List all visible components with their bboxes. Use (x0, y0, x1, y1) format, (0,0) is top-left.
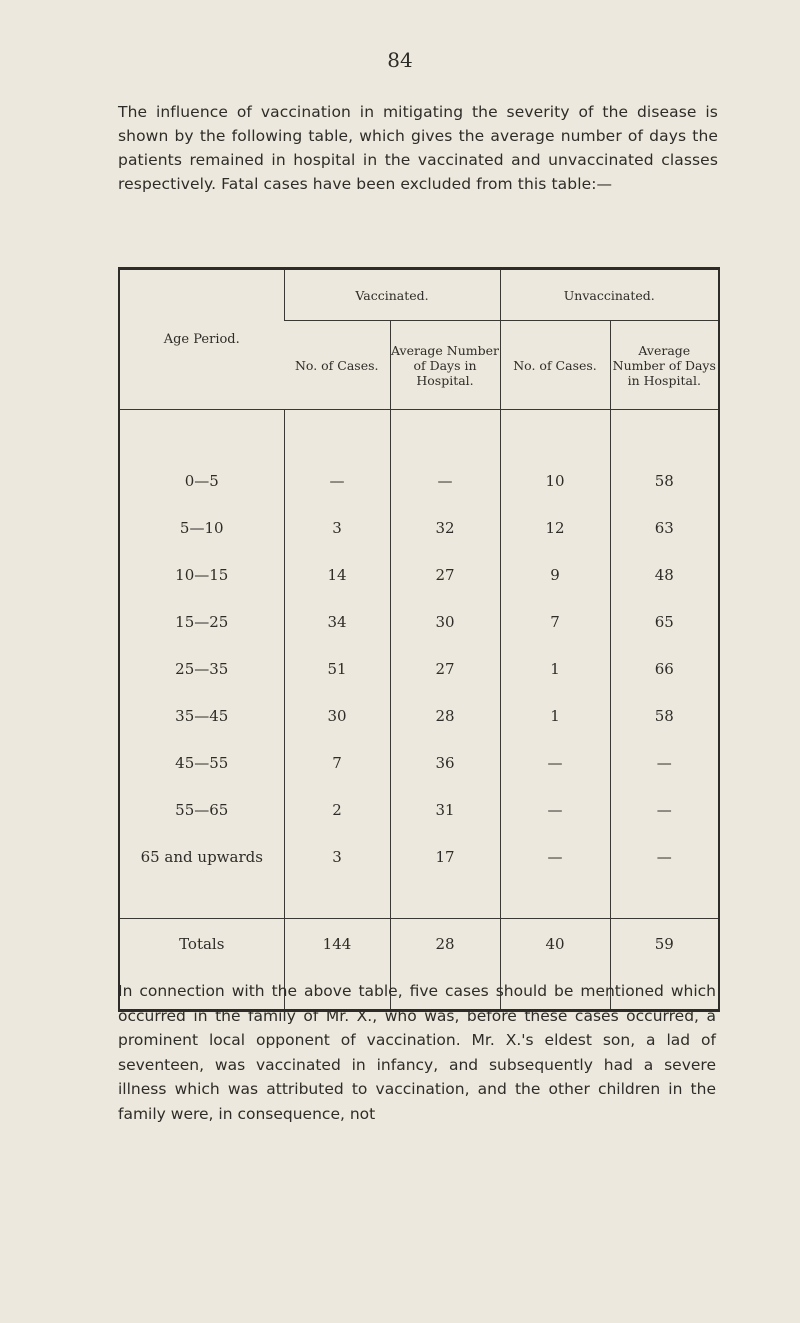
vacc-days-cell: — (390, 457, 500, 504)
unvacc-cases-cell: 10 (500, 457, 610, 504)
intro-paragraph: The influence of vaccination in mitigating the severity of the disease is shown by the following table, which gives the average number of days the patients remained in hospital in the vaccinated and unvaccinated classes respectively. Fatal cases have been excluded from this table:— (118, 103, 718, 193)
age-period-cell: 55—65 (175, 800, 229, 819)
age-period-cell: 10—15 (175, 565, 229, 584)
vacc-days-cell: 17 (390, 833, 500, 880)
table-row (119, 551, 719, 598)
vacc-days-cell: 27 (390, 551, 500, 598)
vacc-cases-cell: 30 (284, 692, 390, 739)
unvacc-cases-cell: 1 (500, 645, 610, 692)
table-row (119, 739, 719, 786)
age-period-header: Age Period. (163, 332, 240, 347)
age-period-cell: 45—55 (175, 753, 229, 772)
age-period-cell: 25—35 (175, 659, 229, 678)
unvacc-days-cell: 58 (610, 457, 719, 504)
totals-vacc-days: 28 (390, 919, 500, 970)
hospital-stay-table (118, 267, 720, 1012)
totals-unvacc-cases: 40 (500, 919, 610, 970)
vacc-cases-cell: 2 (284, 786, 390, 833)
totals-vacc-cases: 144 (284, 919, 390, 970)
vacc-cases-cell: 7 (284, 739, 390, 786)
table-row (119, 833, 719, 880)
table-row (119, 457, 719, 504)
vacc-days-cell: 28 (390, 692, 500, 739)
vacc-days-cell: 27 (390, 645, 500, 692)
unvacc-days-cell: — (610, 833, 719, 880)
unvacc-days-header: Average Number of Days in Hospital. (610, 321, 719, 410)
unvacc-days-cell: 58 (610, 692, 719, 739)
vacc-days-cell: 36 (390, 739, 500, 786)
table-row (119, 598, 719, 645)
totals-unvacc-days: 59 (610, 919, 719, 970)
unvacc-days-cell: 48 (610, 551, 719, 598)
table-row (119, 786, 719, 833)
vacc-cases-cell: 3 (284, 833, 390, 880)
vacc-cases-cell: — (284, 457, 390, 504)
vacc-days-cell: 32 (390, 504, 500, 551)
unvacc-cases-cell: 7 (500, 598, 610, 645)
hospital-stay-table-container (118, 267, 718, 953)
unvacc-days-cell: — (610, 739, 719, 786)
vacc-cases-header: No. of Cases. (294, 357, 379, 373)
vacc-cases-cell: 14 (284, 551, 390, 598)
totals-label: Totals (179, 935, 225, 953)
table-row (119, 645, 719, 692)
table-row (119, 692, 719, 739)
table-body (119, 410, 719, 881)
unvacc-cases-cell: 12 (500, 504, 610, 551)
vacc-cases-cell: 34 (284, 598, 390, 645)
age-period-cell: 15—25 (175, 612, 229, 631)
unvacc-cases-cell: — (500, 739, 610, 786)
unvaccinated-header: Unvaccinated. (500, 269, 719, 321)
vacc-cases-cell: 3 (284, 504, 390, 551)
unvacc-cases-header: No. of Cases. (500, 321, 610, 410)
page-number: 84 (387, 48, 413, 72)
age-period-cell: 0—5 (184, 471, 219, 490)
unvacc-cases-cell: 1 (500, 692, 610, 739)
closing-paragraph: In connection with the above table, five cases should be mentioned which occurred in the family of Mr. X., who was, before these cases occurred, a prominent local opponent of vaccination. Mr. X.'s eldest son, a lad of seventeen, was vaccinated in infancy, and subsequently had a severe illness which was attributed to vaccination, and the other children in the family were, in consequence, not (118, 982, 716, 1123)
unvacc-days-cell: — (610, 786, 719, 833)
unvacc-cases-cell: — (500, 786, 610, 833)
vaccinated-header: Vaccinated. (284, 269, 500, 321)
unvacc-cases-cell: 9 (500, 551, 610, 598)
unvacc-days-cell: 63 (610, 504, 719, 551)
vacc-cases-cell: 51 (284, 645, 390, 692)
unvacc-days-cell: 66 (610, 645, 719, 692)
age-period-cell: 65 and upwards (140, 847, 263, 866)
unvacc-cases-cell: — (500, 833, 610, 880)
age-period-cell: 35—45 (175, 706, 229, 725)
table-row (119, 504, 719, 551)
vacc-days-header: Average Number of Days in Hospital. (390, 321, 500, 410)
totals-row (119, 919, 719, 970)
vacc-days-cell: 30 (390, 598, 500, 645)
age-period-cell: 5—10 (179, 518, 224, 537)
unvacc-days-cell: 65 (610, 598, 719, 645)
vacc-days-cell: 31 (390, 786, 500, 833)
